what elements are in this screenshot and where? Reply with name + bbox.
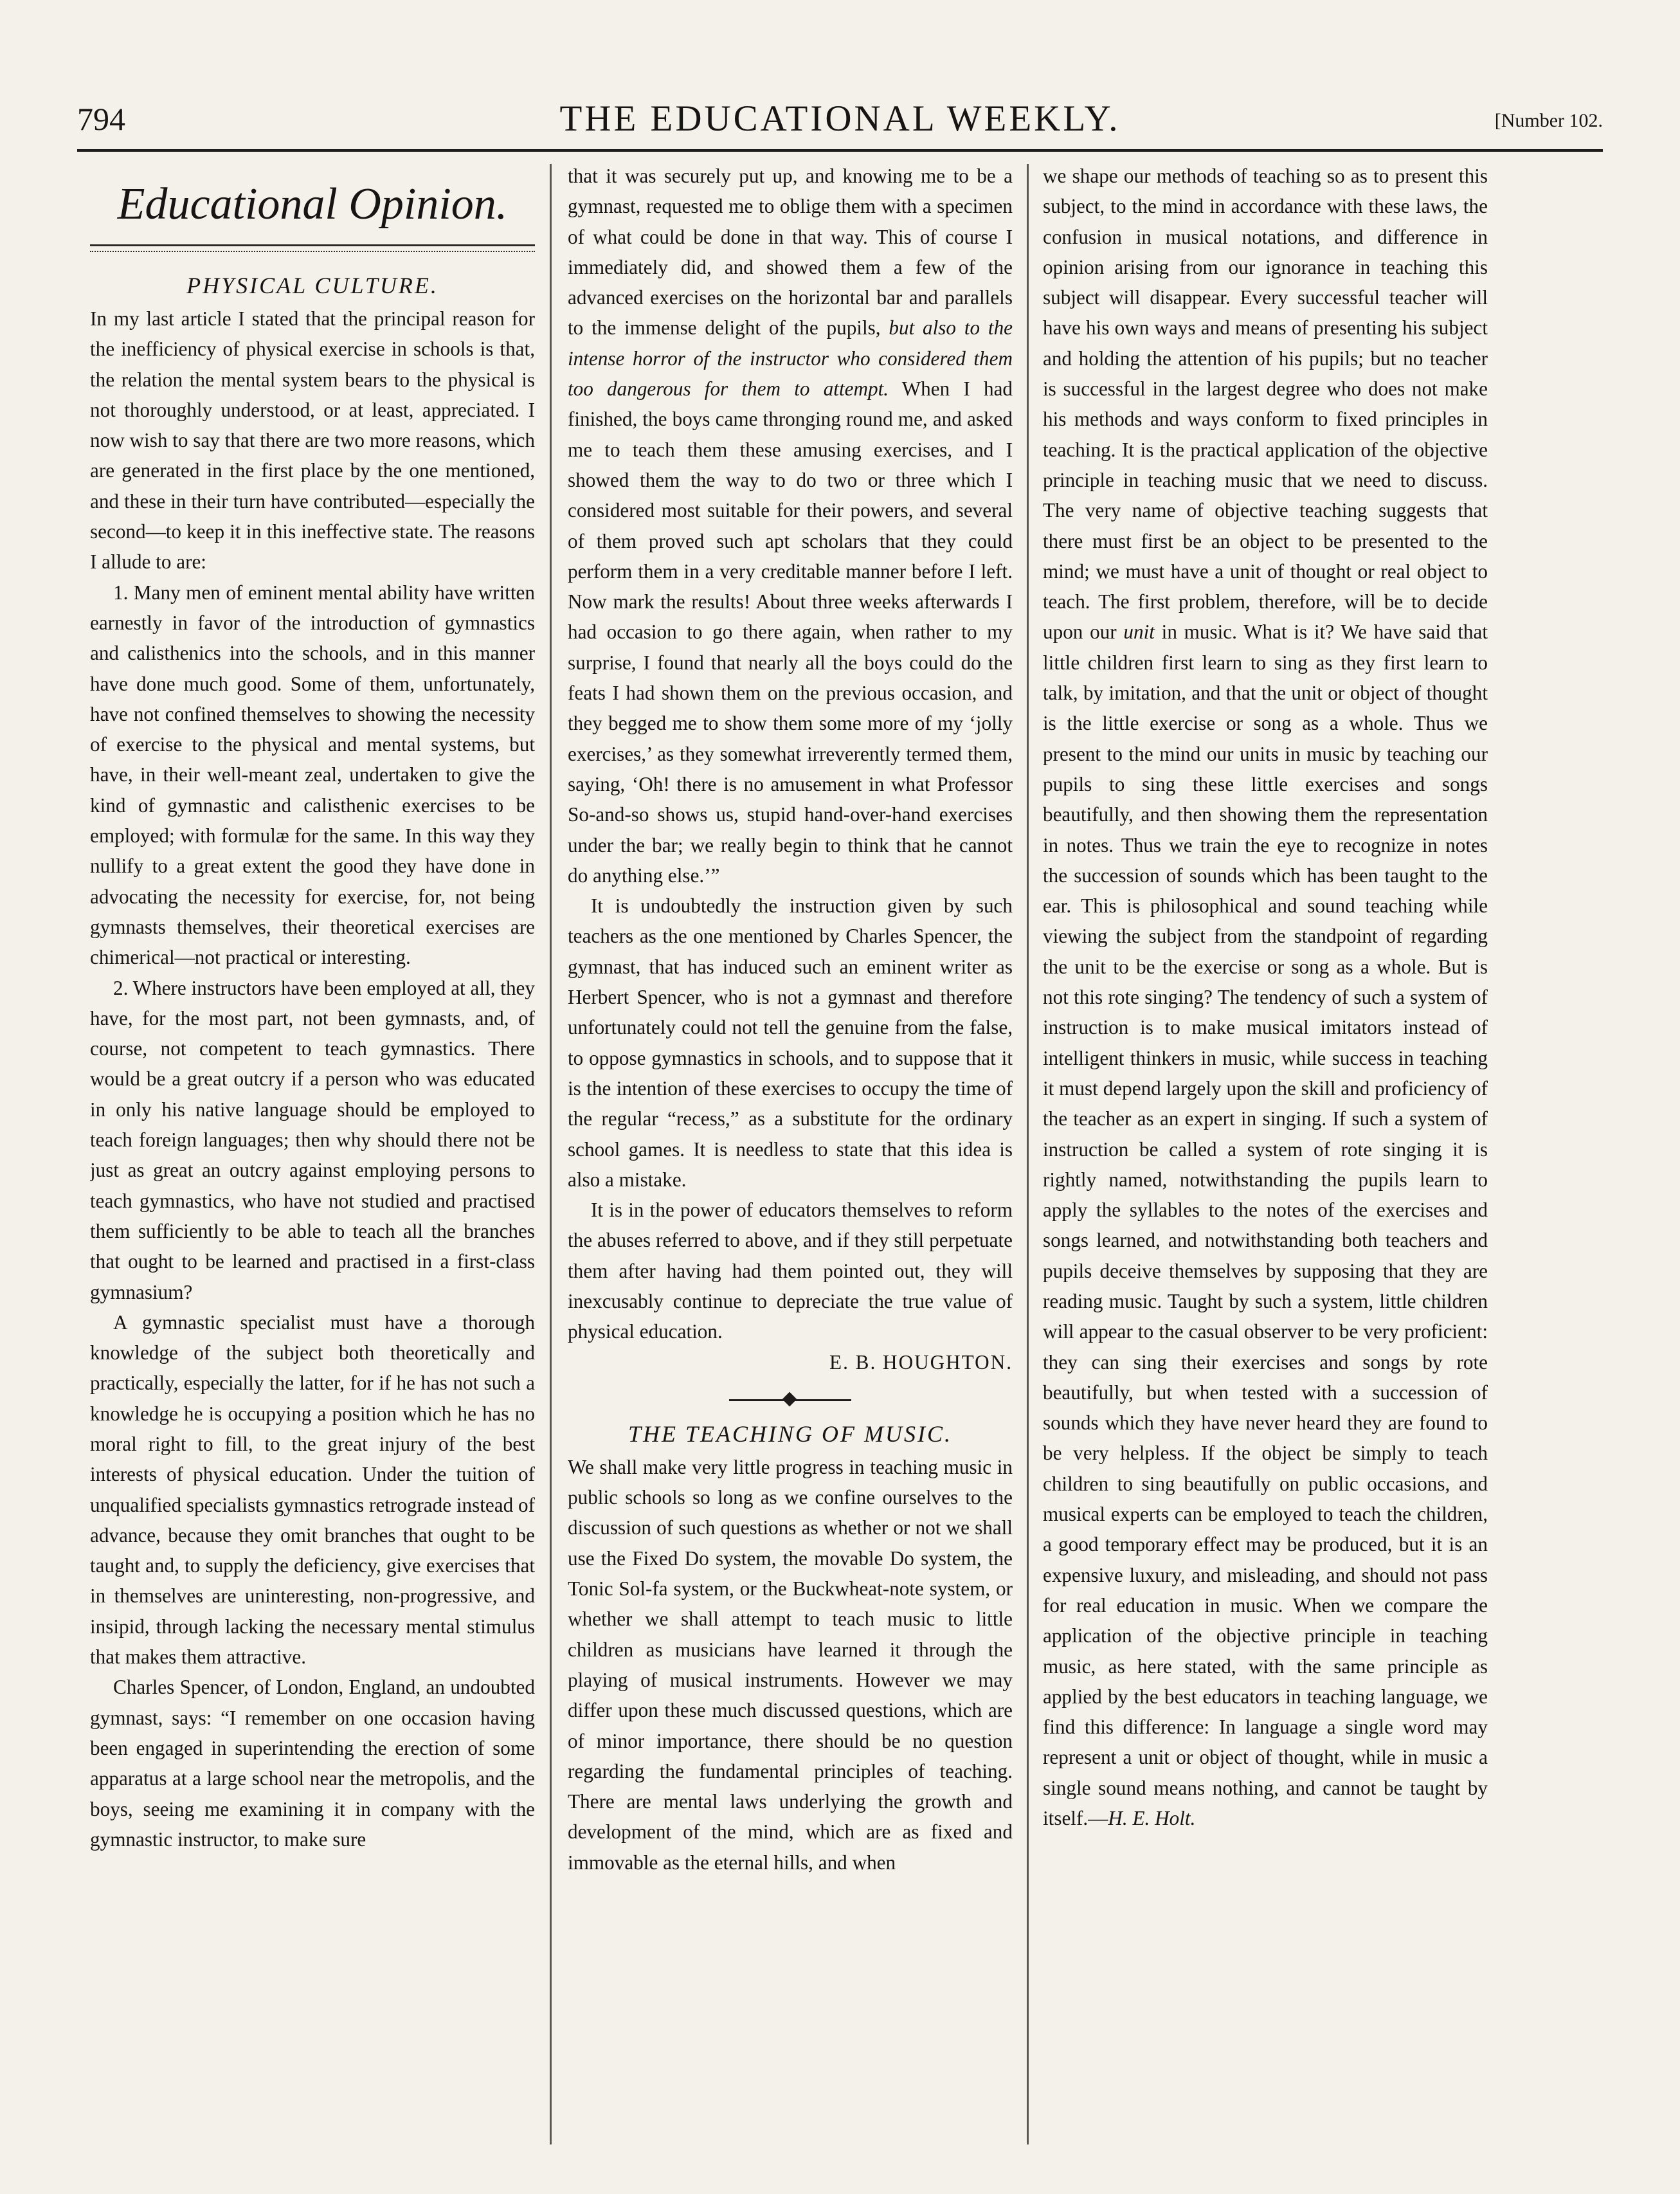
paragraph: It is undoubtedly the instruction given by such teachers as the one mentioned by Charles Spencer, the gymnast, that has induced such an eminent writer as Herbert Spencer, who is not a gymnast and therefore unfortunately could not tell the genuine from the false, to oppose gymnastics in schools, and to suppose that it is the intention of these exercises to occupy the time of the regular “recess,” as a substitute for the ordinary school games. It is needless to state that this idea is also a mistake.	[568, 894, 1013, 1191]
page-number: 794	[77, 101, 125, 137]
column-3	[1043, 161, 1488, 2141]
journal-title: THE EDUCATIONAL WEEKLY.	[559, 98, 1121, 139]
paragraph-text: we shape our methods of teaching so as to present this subject, to the mind in accordance with these laws, the confusion in musical notations, and difference in opinion arising from our ignorance in teaching this subject will disappear. Every successful teacher will have his own ways and means of presenting his subject and holding the attention of his pupils; but no teacher is successful in the largest degree who does not make his methods and ways conform to fixed principles in teaching. It is the practical application of the objective principle in teaching music that we need to discuss. The very name of objective teaching suggests that there must first be an object to be presented to the mind; we must have a unit of thought or real object to teach. The first problem, therefore, will be to decide upon our	[1043, 165, 1488, 644]
article-signature	[568, 1347, 1013, 1377]
article-divider	[729, 1394, 851, 1406]
paragraph	[568, 161, 1013, 891]
paragraph: 1. Many men of eminent mental ability have written earnestly in favor of the introduction of gymnastics and calisthenics into the schools, and in this manner have done much good. Some of them, unfortunately, have not confined themselves to showing the necessity of exercise to the physical and mental systems, but have, in their well-meant zeal, undertaken to give the kind of gymnastic and calisthenic exercises to be employed; with formulæ for the same. In this way they nullify to a great extent the good they have done in advocating the necessity for exercise, for, not being gymnasts themselves, their theoretical exercises are chimerical—not practical or interesting.	[90, 581, 535, 969]
column-1	[90, 161, 535, 2141]
article-title: THE TEACHING OF MUSIC.	[628, 1420, 952, 1447]
article-title: PHYSICAL CULTURE.	[186, 273, 438, 298]
column-rule	[550, 164, 552, 2144]
issue-number: [Number 102.	[1494, 110, 1603, 131]
paragraph-text: in music. What is it? We have said that little children first learn to sing as they first learn to talk, by imitation, and that the unit or object of thought is the little exercise or song as a whole. Thus we present to the mind our units in music by teaching our pupils to sing these little exercises and songs beautifully, and then showing them the representation in notes. Thus we train the eye to recognize in notes the succession of sounds which has been taught to the ear. This is philosophical and sound teaching while viewing the subject from the standpoint of regarding the unit to be the exercise or song as a whole. But is not this rote singing? The tendency of such a system of instruction is to make musical imitators instead of intelligent thinkers in music, while success in teaching it must depend largely upon the skill and proficiency of the teacher as an expert in singing. If such a system of instruction be called a system of rote singing it is rightly named, notwithstanding the pupils learn to apply the syllables to the notes of the exercises and songs learned, and notwithstanding both teachers and pupils deceive themselves by supposing that they are reading music. Taught by such a system, little children will appear to the casual observer to be very proficient: they can sing their exercises and songs by rote beautifully, but when tested with a succession of sounds which they have never heard they are found to be very helpless. If the object be simply to teach children to sing beautifully on public occasions, and musical experts can be employed to teach the children, a good temporary effect may be produced, but it is an expensive luxury, and misleading, and should not pass for real education in music. When we compare the application of the objective principle in teaching music, as here stated, with the same principle as applied by the best educators in teaching language, we find this difference: In language a single word may represent a unit or object of thought, while in music a single sound means nothing, and cannot be taught by itself.—	[1043, 621, 1488, 1830]
paragraph: 2. Where instructors have been employed at all, they have, for the most part, not been gymnasts, and, of course, not competent to teach gymnastics. There would be a great outcry if a person who was educated in only his native language should be employed to teach foreign languages; then why should there not be just as great an outcry against employing persons to teach gymnastics, who have not studied and practised them sufficiently to be able to teach all the branches that ought to be learned and practised in a first-class gymnasium?	[90, 976, 535, 1303]
paragraph: A gymnastic specialist must have a thorough knowledge of the subject both theoretically and practically, especially the latter, for if he has not such a knowledge he is occupying a position which he has no moral right to fill, to the great injury of the best interests of physical education. Under the tuition of unqualified specialists gymnastics retrograde instead of advance, because they omit branches that ought to be taught and, to supply the deficiency, give exercises that in themselves are uninteresting, non-progressive, and insipid, through lacking the necessary mental stimulus that makes them attractive.	[90, 1310, 535, 1669]
header-rule	[77, 149, 1603, 152]
paragraph: Charles Spencer, of London, England, an undoubted gymnast, says: “I remember on one occasion having been engaged in superintending the erection of some apparatus at a large school near the metropolis, and the boys, seeing me examining it in company with the gymnastic instructor, to make sure	[90, 1676, 535, 1851]
paragraph: It is in the power of educators themselves to reform the abuses referred to above, and if they still perpetuate them after having had them pointed out, they will inexcusably continue to depreciate the true value of physical education.	[568, 1199, 1013, 1343]
page-header	[77, 93, 1603, 145]
column-2	[568, 161, 1013, 2141]
section-rule	[90, 244, 535, 246]
paragraph-text: When I had finished, the boys came thronging round me, and asked me to teach them these amusing exercises, and I showed them the way to do two or three which I considered most suitable for their powers, and several of them proved such apt scholars that they could perform them in a very creditable manner before I left. Now mark the results! About three weeks afterwards I had occasion to go there again, when rather to my surprise, I found that nearly all the boys could do the feats I had shown them on the previous occasion, and they begged me to show them some more of my ‘jolly exercises,’ as they somewhat irreverently termed them, saying, ‘Oh! there is no amusement in what Professor So-and-so shows us, stupid hand-over-hand exercises under the bar; we really begin to think that he cannot do anything else.’”	[568, 377, 1013, 887]
section-rule-dotted	[90, 251, 535, 252]
emphasis: unit	[1123, 621, 1155, 644]
section-title: Educational Opinion.	[117, 179, 508, 229]
paragraph-text: that it was securely put up, and knowing me to be a gymnast, requested me to oblige them with a specimen of what could be done in that way. This of course I immediately did, and showed them a few of the advanced exercises on the horizontal bar and parallels to the immense delight of the pupils,	[568, 165, 1013, 340]
emphasis: but also to the intense horror of the instructor who considered them too dangerous for them to attempt.	[568, 316, 1013, 401]
author: E. B. HOUGHTON.	[829, 1350, 1013, 1374]
paragraph: We shall make very little progress in teaching music in public schools so long as we confine ourselves to the discussion of such questions as whether or not we shall use the Fixed Do system, the movable Do system, the Tonic Sol-fa system, or the Buckwheat-note system, or whether we shall attempt to teach music to little children as musicians have learned it through the playing of musical instruments. However we may differ upon these much discussed questions, which are of minor importance, there should be no question regarding the fundamental principles of teaching. There are mental laws underlying the growth and development of the mind, which are as fixed and immovable as the eternal hills, and when	[568, 1455, 1013, 1874]
paragraph: In my last article I stated that the principal reason for the inefficiency of physical exercise in schools is that, the relation the mental system bears to the physical is not thoroughly understood, or at least, appreciated. I now wish to say that there are two more reasons, which are generated in the first place by the one mentioned, and these in their turn have contributed—especially the second—to keep it in this ineffective state. The reasons I allude to are:	[90, 307, 535, 574]
paragraph	[1043, 161, 1488, 1833]
author: H. E. Holt.	[1108, 1807, 1196, 1830]
column-rule	[1027, 164, 1029, 2144]
